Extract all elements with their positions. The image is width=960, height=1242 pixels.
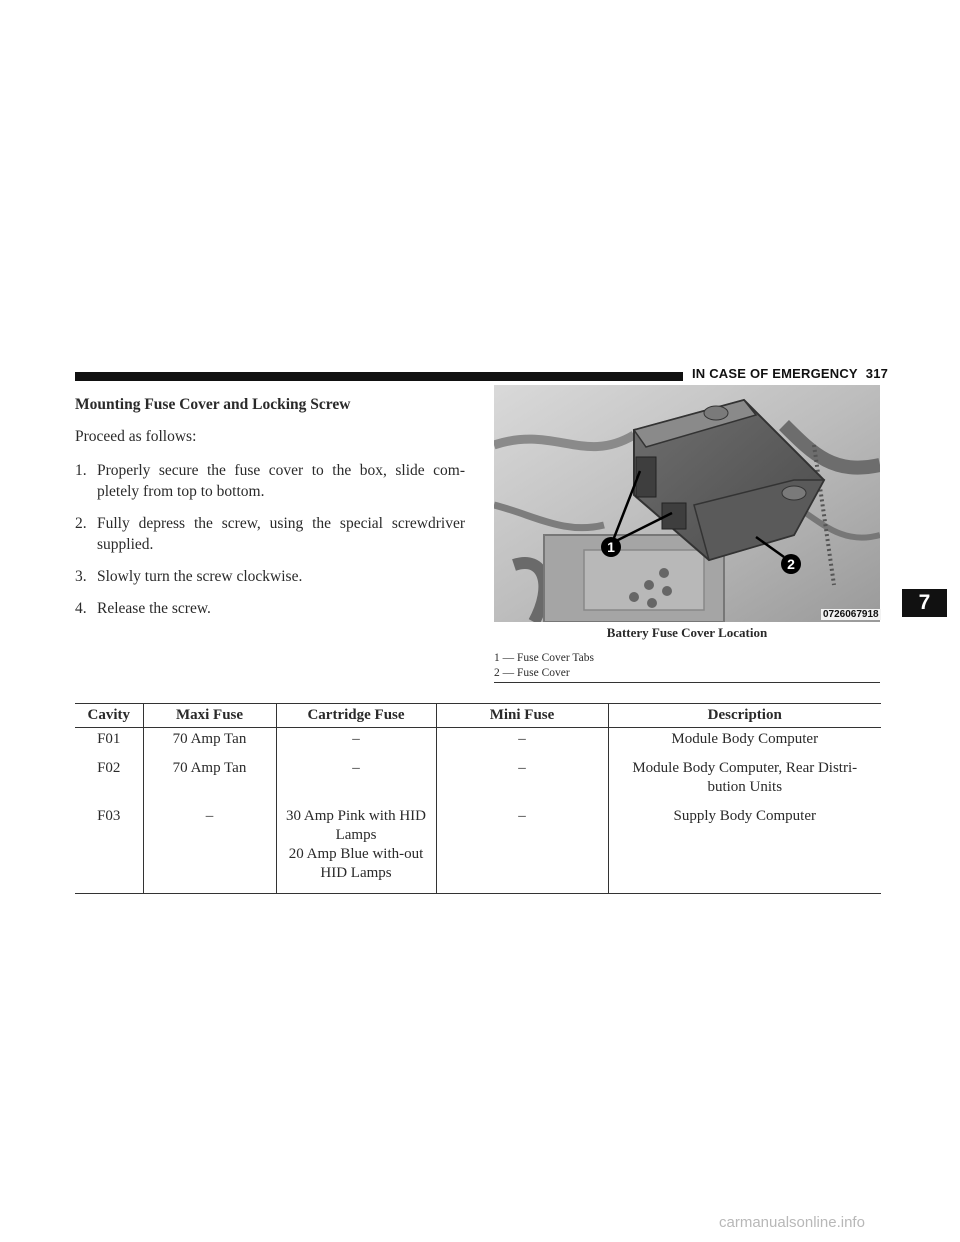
cell-cavity: F02	[75, 757, 143, 805]
header-rule	[75, 372, 683, 381]
table-row	[75, 757, 881, 805]
cell-cavity: F01	[75, 728, 143, 758]
cell-description: Module Body Computer, Rear Distri-bution Units	[608, 757, 881, 805]
step-number: 4.	[75, 600, 87, 617]
cell-cartridge	[276, 805, 436, 894]
callout-1: 1	[607, 539, 615, 555]
figure-legend	[494, 651, 594, 681]
section-title: Mounting Fuse Cover and Locking Screw	[75, 396, 351, 413]
table-header-row	[75, 704, 881, 728]
legend-item: 1 — Fuse Cover Tabs	[494, 652, 594, 664]
step-text: Slowly turn the screw clockwise.	[97, 568, 303, 585]
cartridge-line: 20 Amp Blue with-out HID Lamps	[288, 846, 424, 881]
page-number: 317	[865, 366, 889, 381]
cell-cartridge	[276, 757, 436, 805]
cell-maxi: 70 Amp Tan	[143, 728, 276, 758]
engine-bay-illustration	[494, 385, 880, 622]
table-row	[75, 805, 881, 894]
legend-rule	[494, 682, 880, 683]
cell-mini: –	[436, 728, 608, 758]
running-header	[692, 366, 888, 381]
cartridge-line: –	[352, 731, 360, 747]
fuse-table	[75, 703, 881, 894]
col-header-description: Description	[608, 704, 881, 728]
step-text: Properly secure the fuse cover to the box, slide com-pletely from top to bottom.	[97, 462, 465, 500]
cell-maxi: –	[143, 805, 276, 894]
col-header-mini: Mini Fuse	[436, 704, 608, 728]
step-number: 1.	[75, 462, 87, 479]
col-header-cartridge: Cartridge Fuse	[276, 704, 436, 728]
cell-description: Supply Body Computer	[608, 805, 881, 894]
step-item	[75, 513, 465, 555]
watermark-text: carmanualsonline.info	[719, 1214, 865, 1231]
cell-maxi: 70 Amp Tan	[143, 757, 276, 805]
callout-2: 2	[787, 556, 795, 572]
cartridge-line: 30 Amp Pink with HID Lamps	[285, 808, 426, 843]
step-item	[75, 566, 465, 587]
steps-list	[75, 460, 465, 619]
fuse-cover-photo	[494, 385, 880, 622]
legend-item: 2 — Fuse Cover	[494, 667, 570, 679]
col-header-cavity: Cavity	[75, 704, 143, 728]
col-header-maxi: Maxi Fuse	[143, 704, 276, 728]
cell-mini: –	[436, 805, 608, 894]
step-number: 2.	[75, 515, 87, 532]
step-text: Fully depress the screw, using the special screwdriver supplied.	[97, 515, 465, 553]
cartridge-line: –	[352, 760, 360, 776]
step-item	[75, 460, 465, 502]
step-item	[75, 598, 465, 619]
cell-mini: –	[436, 757, 608, 805]
header-section: IN CASE OF EMERGENCY	[692, 366, 858, 381]
figure-code: 0726067918	[823, 609, 879, 620]
step-text: Release the screw.	[97, 600, 211, 617]
intro-text: Proceed as follows:	[75, 428, 197, 445]
table-row	[75, 728, 881, 758]
chapter-tab: 7	[902, 589, 947, 617]
cell-cartridge	[276, 728, 436, 758]
cell-description: Module Body Computer	[608, 728, 881, 758]
figure-caption: Battery Fuse Cover Location	[606, 625, 768, 640]
step-number: 3.	[75, 568, 87, 585]
cell-cavity: F03	[75, 805, 143, 894]
